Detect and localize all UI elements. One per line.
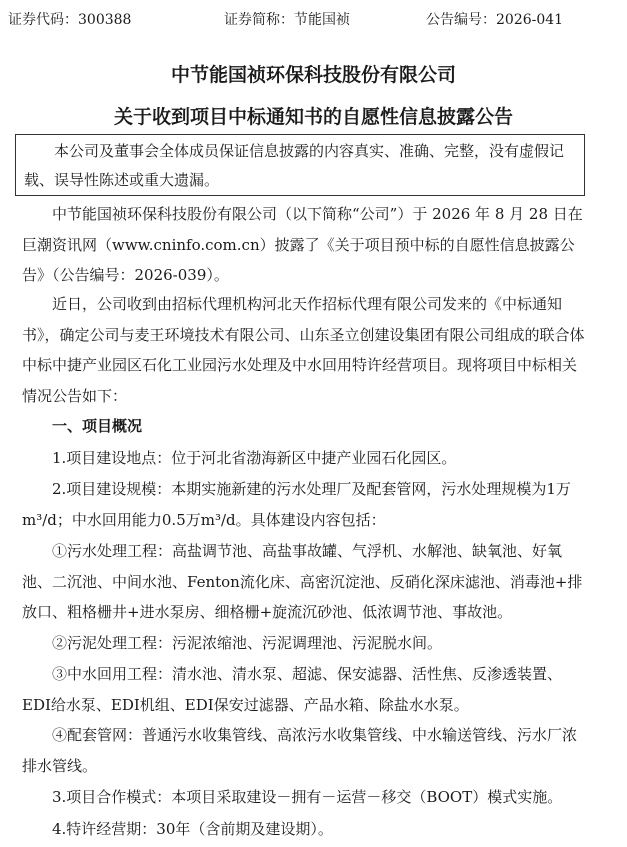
sub-item-water-reuse: ③中水回用工程：清水池、清水泵、超滤、保安滤器、活性焦、反渗透装置、EDI给水泵、EDI机组、EDI保安过滤器、产品水箱、除盐水水泵。 [22,665,563,714]
announcement-title: 关于收到项目中标通知书的自愿性信息披露公告 [113,106,513,128]
paragraph-prior-disclosure: 中节能国祯环保科技股份有限公司（以下简称“公司”）于 2026 年 8 月 28 日在巨潮资讯网（www.cninfo.com.cn）披露了《关于项目预中标的自愿性信息披露公告》（公告编号：2026-039）。 [22,205,583,284]
disclaimer-box [15,134,585,196]
sub-item-pipe-network: ④配套管网：普通污水收集管线、高浓污水收集管线、中水输送管线、污水厂浓排水管线。 [22,726,578,775]
sub-item-sludge-treatment: ②污泥处理工程：污泥浓缩池、污泥调理池、污泥脱水间。 [52,634,443,652]
disclaimer-text: 本公司及董事会全体成员保证信息披露的内容真实、准确、完整，没有虚假记载、误导性陈述或重大遗漏。 [24,142,565,189]
item-project-scale: 2.项目建设规模：本期实施新建的污水处理厂及配套管网，污水处理规模为1万m³/d；中水回用能力0.5万m³/d。具体建设内容包括： [22,480,571,529]
stock-abbreviation: 证券简称：节能国祯 [224,12,350,28]
sub-item-sewage-treatment: ①污水处理工程：高盐调节池、高盐事故罐、气浮机、水解池、缺氧池、好氧池、二沉池、中间水池、Fenton流化床、高密沉淀池、反硝化深床滤池、消毒池+排放口、粗格栅井+进水泵房、细格栅+旋流沉砂池、低浓调节池、事故池。 [22,542,583,621]
announcement-number: 公告编号：2026-041 [426,12,564,28]
item-cooperation-mode: 3.项目合作模式：本项目采取建设－拥有－运营－移交（BOOT）模式实施。 [52,788,563,806]
item-project-location: 1.项目建设地点：位于河北省渤海新区中捷产业园石化园区。 [52,449,457,467]
section-heading-project-overview: 一、项目概况 [52,417,143,435]
item-concession-period: 4.特许经营期：30年（含前期及建设期）。 [52,820,333,838]
paragraph-award-notice: 近日，公司收到由招标代理机构河北天作招标代理有限公司发来的《中标通知书》，确定公司与麦王环境技术有限公司、山东圣立创建设集团有限公司组成的联合体中标中捷产业园区石化工业园污水处理及中水回用特许经营项目。现将项目中标相关情况公告如下： [22,295,585,405]
company-title: 中节能国祯环保科技股份有限公司 [170,64,456,86]
page-header [8,10,619,30]
stock-code: 证券代码：300388 [8,12,132,28]
